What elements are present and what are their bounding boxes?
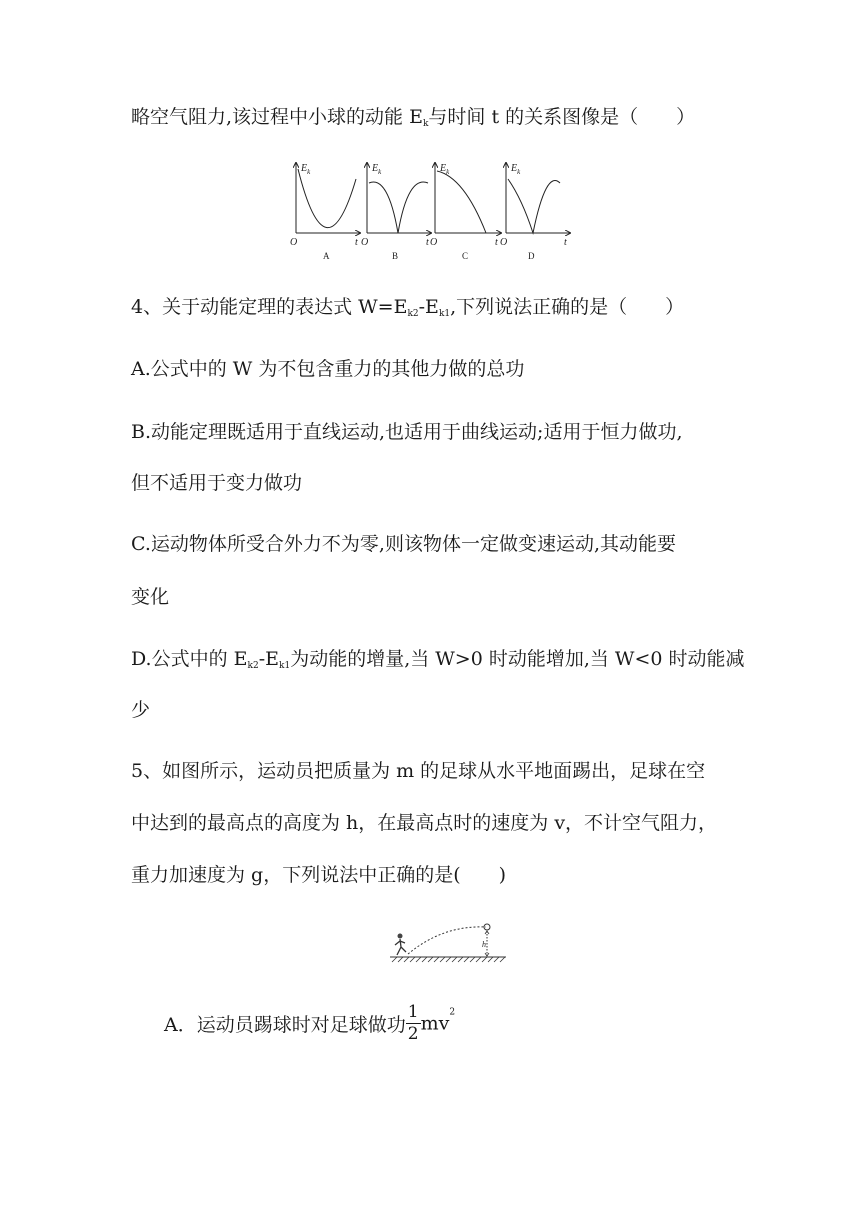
q4-option-a: A.公式中的 W 为不包含重力的其他力做的总功 bbox=[131, 358, 525, 380]
q4-option-b-line1: B.动能定理既适用于直线运动,也适用于曲线运动;适用于恒力做功, bbox=[131, 421, 683, 443]
panel-label-c: C bbox=[462, 251, 469, 261]
panel-label-d: D bbox=[528, 251, 535, 261]
q3-stem-tail: 略空气阻力,该过程中小球的动能 $E_k$与时间 t 的关系图像是（ ） bbox=[131, 106, 696, 129]
q5-stem-line3: 重力加速度为 g，下列说法中正确的是( ) bbox=[131, 864, 507, 886]
q4-option-d-line2: 少 bbox=[131, 699, 151, 721]
fraction-one-half: $\frac{1}{2}$ bbox=[407, 1002, 419, 1044]
q4-option-b-line2: 但不适用于变力做功 bbox=[131, 472, 303, 494]
q5-stem-line1: 5、如图所示，运动员把质量为 m 的足球从水平地面踢出，足球在空 bbox=[131, 760, 706, 782]
q4-option-c-line2: 变化 bbox=[131, 586, 170, 608]
panel-label-b: B bbox=[392, 251, 399, 261]
origin-c: O bbox=[430, 237, 438, 248]
y-label-b: $E_k$ bbox=[372, 163, 382, 176]
q4-stem: 4、关于动能定理的表达式 $W=E_{k2}-E_{k1}$,下列说法正确的是（ ） bbox=[131, 296, 685, 319]
x-label-b: t bbox=[426, 237, 429, 248]
trajectory-path bbox=[408, 927, 486, 954]
football-kick-figure bbox=[388, 921, 510, 963]
panel-label-a: A bbox=[323, 251, 330, 261]
player-figure bbox=[395, 934, 406, 956]
y-label-c: $E_k$ bbox=[440, 163, 450, 176]
ek-t-graphs-figure bbox=[288, 157, 574, 265]
x-label-a: t bbox=[355, 237, 358, 248]
y-label-a: $E_k$ bbox=[301, 163, 311, 176]
origin-b: O bbox=[361, 237, 369, 248]
height-label: h bbox=[482, 940, 486, 949]
origin-d: O bbox=[500, 237, 508, 248]
origin-a: O bbox=[290, 237, 298, 248]
ground-hatching bbox=[392, 957, 505, 962]
y-label-d: $E_k$ bbox=[511, 163, 521, 176]
x-label-c: t bbox=[495, 237, 498, 248]
x-label-d: t bbox=[564, 237, 567, 248]
q4-option-c-line1: C.运动物体所受合外力不为零,则该物体一定做变速运动,其动能要 bbox=[131, 533, 676, 555]
ball-icon bbox=[484, 924, 490, 930]
q4-option-d-line1: D.公式中的 $E_{k2}-E_{k1}$为动能的增量,当 W>0 时动能增加,当 W<0 时动能减 bbox=[131, 648, 745, 671]
q5-stem-line2: 中达到的最高点的高度为 h，在最高点时的速度为 v，不计空气阻力， bbox=[131, 812, 718, 834]
q5-option-a: A．运动员踢球时对足球做功 $\frac{1}{2}$ $mv^2$ bbox=[164, 1002, 456, 1044]
